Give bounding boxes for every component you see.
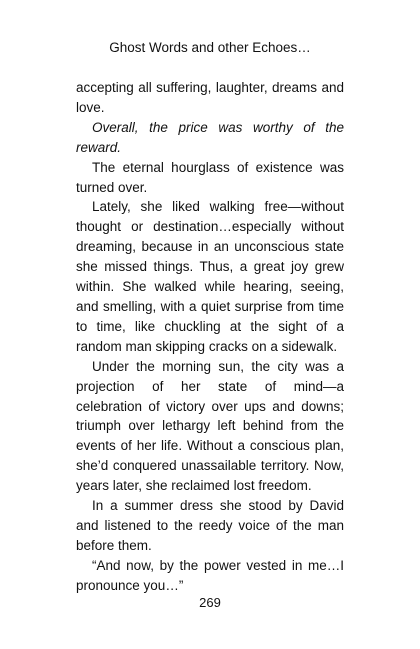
running-header: Ghost Words and other Echoes…: [109, 40, 311, 55]
page-number: 269: [199, 595, 221, 610]
paragraph: Under the morning sun, the city was a projection of her state of mind—a celebration of victory over ups and downs; triumph over lethargy left behind from the events of her life. Without a conscious plan, she’d conquered unassailable territory. Now, years later, she reclaimed lost freedom.: [76, 358, 344, 494]
paragraph: In a summer dress she stood by David and listened to the reedy voice of the man before them.: [76, 498, 344, 553]
body-text: [76, 78, 344, 596]
paragraph: The eternal hourglass of existence was turned over.: [76, 159, 344, 195]
paragraph-italic-thought: Overall, the price was worthy of the reward.: [76, 119, 344, 155]
paragraph-continued: accepting all suffering, laughter, dreams and love.: [76, 80, 344, 115]
paragraph-dialogue: “And now, by the power vested in me…I pronounce you…”: [76, 557, 344, 593]
paragraph: Lately, she liked walking free—without thought or destination…especially without dreaming, because in an unconscious state she missed things. Thus, a great joy grew within. She walked while hearing, seeing, and smelling, with a quiet surprise from time to time, like chuckling at the sight of a random man skipping cracks on a sidewalk.: [76, 199, 344, 354]
